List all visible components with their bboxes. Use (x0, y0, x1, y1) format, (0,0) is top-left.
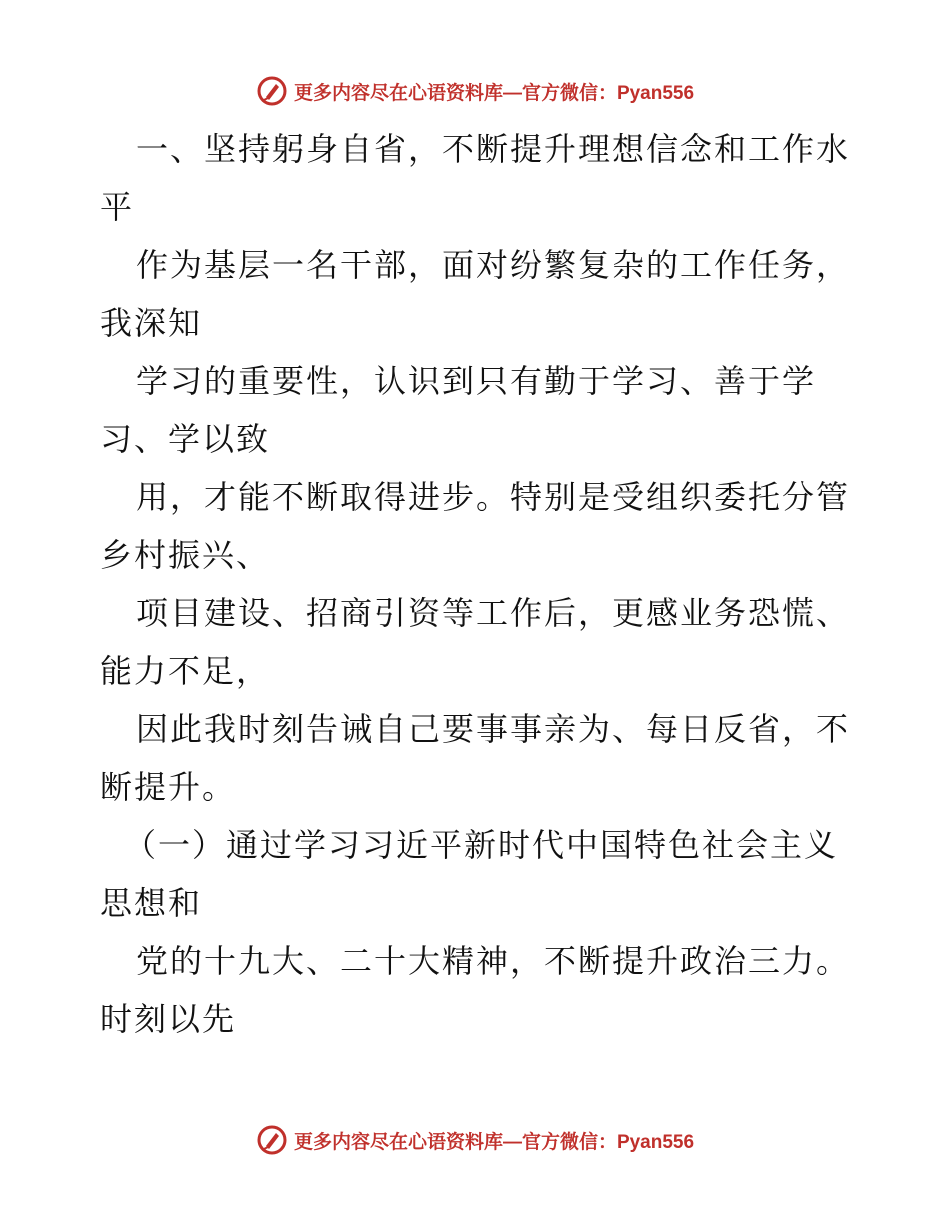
text-line: 乡村振兴、 (100, 536, 271, 574)
text-line: 能力不足， (100, 652, 271, 690)
text-line: 用，才能不断取得进步。特别是受组织委托分管 (136, 478, 851, 516)
pen-circle-logo-icon (256, 75, 288, 107)
text-line: 我深知 (100, 304, 203, 342)
text-line: 平 (100, 188, 135, 226)
text-line: 党的十九大、二十大精神，不断提升政治三力。 (136, 942, 851, 980)
text-line: （一）通过学习习近平新时代中国特色社会主义 (124, 826, 839, 864)
text-line: 一、坚持躬身自省，不断提升理想信念和工作水 (136, 130, 851, 168)
text-line: 思想和 (100, 884, 203, 922)
document-body (100, 120, 860, 1048)
text-line: 因此我时刻告诫自己要事事亲为、每日反省，不 (136, 710, 851, 748)
text-line: 习、学以致 (100, 420, 271, 458)
header-watermark (0, 75, 950, 107)
text-line: 学习的重要性，认识到只有勤于学习、善于学 (136, 362, 817, 400)
footer-watermark (0, 1124, 950, 1156)
watermark-text: 更多内容尽在心语资料库—官方微信：Pyan556 (293, 1131, 695, 1153)
text-line: 时刻以先 (100, 1000, 237, 1038)
text-line: 断提升。 (100, 768, 237, 806)
watermark-text: 更多内容尽在心语资料库—官方微信：Pyan556 (293, 82, 695, 104)
text-line: 项目建设、招商引资等工作后，更感业务恐慌、 (136, 594, 851, 632)
text-line: 作为基层一名干部，面对纷繁复杂的工作任务， (136, 246, 851, 284)
pen-circle-logo-icon (256, 1124, 288, 1156)
